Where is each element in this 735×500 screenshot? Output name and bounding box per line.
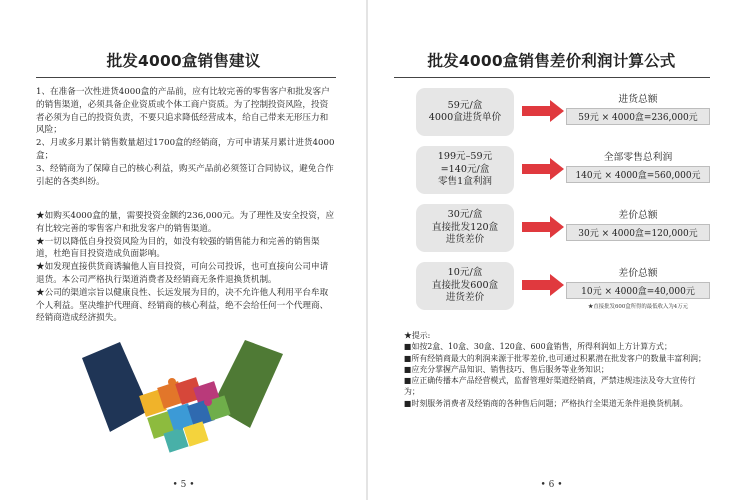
formula-row-wholesale-120 [416,204,710,252]
left-page-title: 批发4000盒销售建议 [106,52,261,70]
handshake-puzzle-icon [80,340,285,458]
tips-heading: ★提示: [404,331,431,340]
formula-row-purchase [416,88,710,136]
retail-profit-box [416,146,514,194]
tips [404,330,708,409]
result-label: 差价总额 [618,268,658,279]
right-page [368,0,735,500]
note-item: ★如发现直接供货商诱骗他人盲目投资，可向公司投诉，也可直接向公司申请退货。本公司严格执行渠道消费者及经销商无条件退换货机制。 [36,262,329,285]
recommendation-item: 1、在准备一次性进货4000盒的产品前，应有比较完善的零售客户和批发客户的销售渠道，必须具备企业资质或个体工商户资质。为了控制投资风险，投资者必须为自己的投资负责，不要只追求降低经营成本，给自己带来无形压力和风险； [36,87,330,136]
page-number: • 5 • [172,480,195,490]
unit-price-box [416,88,514,136]
note-item: ★如购买4000盒的量，需要投资金额约236,000元。为了理性及安全投资，应有比较完善的零售客户和批发客户的销售渠道。 [36,211,335,234]
result-formula: 10元 × 4000盒=40,000元 [566,282,710,299]
tip-item: ■应充分掌握产品知识、销售技巧、售后服务等业务知识； [404,364,609,374]
price-diff-value: 30元/盒 [447,209,483,221]
notes [36,210,336,325]
wholesale-600-box [416,262,514,310]
right-arrow-icon [522,274,564,296]
result-label: 进货总额 [618,94,658,105]
retail-profit-caption: 零售1盒利润 [437,176,493,188]
wholesale-120-box [416,204,514,252]
retail-profit-value: =140元/盒 [440,163,490,175]
result-formula: 30元 × 4000盒=120,000元 [566,224,710,241]
result-label: 差价总额 [618,210,658,221]
tip-item: ■应正确传播本产品经营模式，监督管理好渠道经销商，严禁违规违法及夸大宣传行为； [404,376,696,397]
right-page-title: 批发4000盒销售差价利润计算公式 [427,52,676,70]
title-divider [394,77,710,78]
right-arrow-icon [522,100,564,122]
tip-item: ■所有经销商最大的利润来源于批零差价,也可通过积累潜在批发客户的数量丰富利润； [404,353,706,363]
title-divider [36,77,336,78]
retail-price-diff: 199元–59元 [437,151,493,163]
price-diff-caption: 进货差价 [445,292,485,304]
result-formula: 59元 × 4000盒=236,000元 [566,108,710,125]
formula-row-wholesale-600 [416,262,710,310]
right-arrow-icon [522,216,564,238]
tip-item: ■时刻服务消费者及经销商的各种售后问题；严格执行全渠道无条件退换货机制。 [404,398,688,408]
recommendations [36,86,336,188]
left-page [0,0,367,500]
page-number: • 6 • [540,480,563,490]
min-income-note: ★直接批发600盒所得的最低收入为4万元 [588,304,688,310]
result-label: 全部零售总利润 [603,152,673,163]
price-diff-caption: 进货差价 [445,234,485,246]
wholesale-quantity: 直接批发600盒 [431,279,499,291]
formula-row-retail [416,146,710,194]
note-item: ★公司的渠道宗旨以健康良性、长远发展为目的，决不允许他人利用平台牟取个人利益。坚决维护代理商、经销商的核心利益，绝不会给任何一个代理商、经销商造成经济损失。 [36,287,329,324]
recommendation-item: 2、月或多月累计销售数量超过1700盒的经销商，方可申请某月累计进货4000盒； [36,138,335,161]
recommendation-item: 3、经销商为了保障自己的核心利益，购买产品前必须签订合同协议，避免合作引起的各类纠纷。 [36,163,334,187]
unit-price-value: 59元/盒 [447,99,483,111]
note-item: ★一切以降低自身投资风险为目的，如没有较强的销售能力和完善的销售渠道，杜绝盲目投资造成负面影响。 [36,236,320,260]
right-arrow-icon [522,158,564,180]
tip-item: ■如按2盒、10盒、30盒、120盒、600盒销售，所得利润如上方计算方式； [404,342,672,352]
result-formula: 140元 × 4000盒=560,000元 [566,166,710,183]
wholesale-quantity: 直接批发120盒 [431,221,499,233]
unit-price-caption: 4000盒进货单价 [428,112,502,123]
price-diff-value: 10元/盒 [447,267,483,279]
